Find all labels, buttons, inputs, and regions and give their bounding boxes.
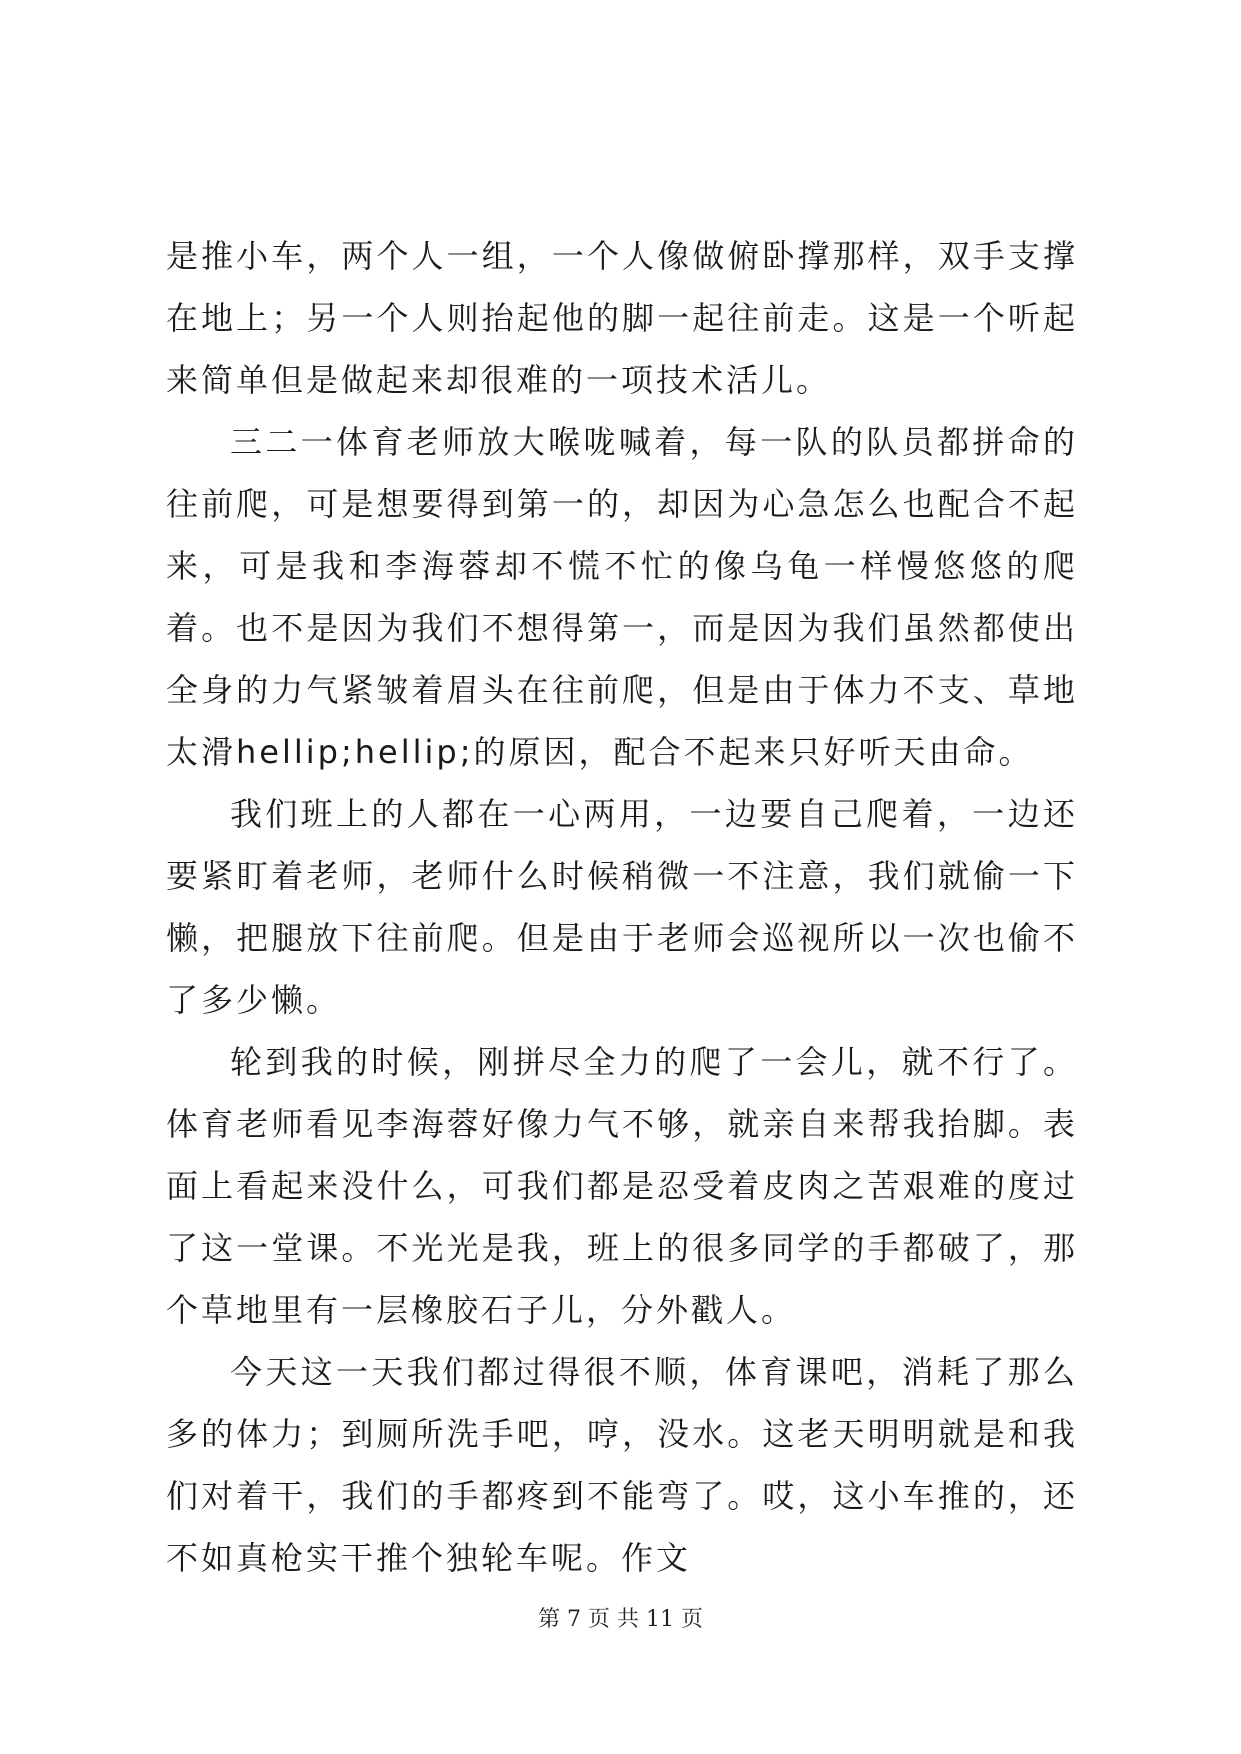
paragraph-1: 是推小车，两个人一组，一个人像做俯卧撑那样，双手支撑在地上；另一个人则抬起他的脚一起往前走。这是一个听起来简单但是做起来却很难的一项技术活儿。 — [166, 237, 1078, 399]
paragraph-5: 今天这一天我们都过得很不顺，体育课吧，消耗了那么多的体力；到厕所洗手吧，哼，没水。这老天明明就是和我们对着干，我们的手都疼到不能弯了。哎，这小车推的，还不如真枪实干推个独轮车呢。作文 — [166, 1353, 1078, 1577]
document-body — [166, 225, 1078, 1589]
paragraph-2: 三二一体育老师放大喉咙喊着，每一队的队员都拼命的往前爬，可是想要得到第一的，却因为心急怎么也配合不起来，可是我和李海蓉却不慌不忙的像乌龟一样慢悠悠的爬着。也不是因为我们不想得第一，而是因为我们虽然都使出全身的力气紧皱着眉头在往前爬，但是由于体力不支、草地太滑hellip;hellip;的原因，配合不起来只好听天由命。 — [166, 423, 1078, 771]
page-footer: 第 7 页 共 11 页 — [538, 1607, 703, 1632]
paragraph-3: 我们班上的人都在一心两用，一边要自己爬着，一边还要紧盯着老师，老师什么时候稍微一不注意，我们就偷一下懒，把腿放下往前爬。但是由于老师会巡视所以一次也偷不了多少懒。 — [166, 795, 1078, 1019]
paragraph-4: 轮到我的时候，刚拼尽全力的爬了一会儿，就不行了。体育老师看见李海蓉好像力气不够，就亲自来帮我抬脚。表面上看起来没什么，可我们都是忍受着皮肉之苦艰难的度过了这一堂课。不光光是我，班上的很多同学的手都破了，那个草地里有一层橡胶石子儿，分外戳人。 — [166, 1043, 1078, 1329]
